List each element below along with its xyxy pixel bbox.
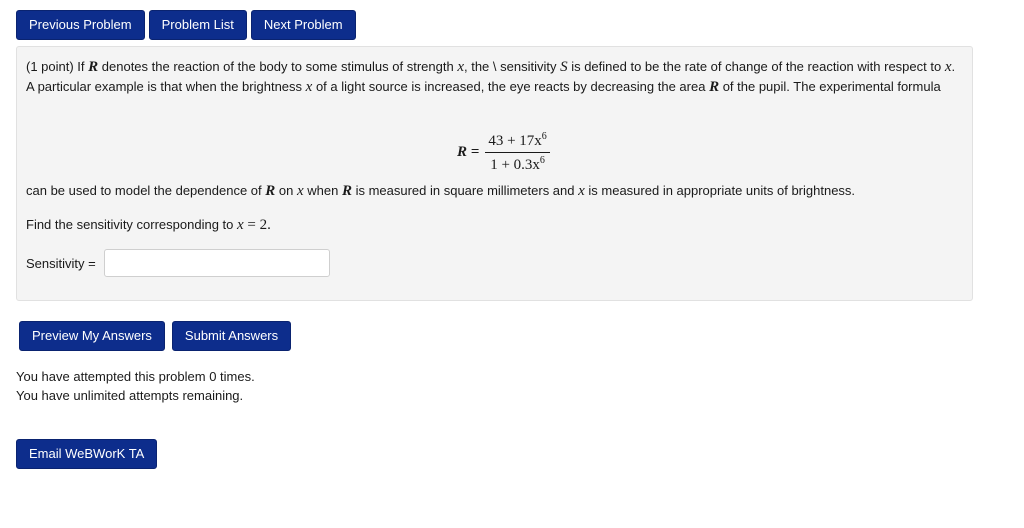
- model-description: can be used to model the dependence of R on x when R is measured in square millimeters and x is measured in appropriate units of brightness.: [26, 183, 856, 199]
- reaction-formula: [457, 131, 550, 174]
- problem-panel: [16, 46, 973, 301]
- previous-problem-button[interactable]: Previous Problem: [16, 10, 145, 40]
- email-ta-button[interactable]: Email WeBWorK TA: [16, 439, 157, 469]
- variable-s: S: [560, 59, 568, 75]
- attempts-count: You have attempted this problem 0 times.: [16, 369, 255, 384]
- preview-answers-button[interactable]: Preview My Answers: [19, 321, 165, 351]
- variable-x: x: [944, 59, 952, 75]
- problem-statement: (1 point) If R denotes the reaction of the body to some stimulus of strength x, the \ sensitivity S is defined to be the rate of change of the reaction with respect to x. A particular example is that when the brightness x of a light source is increased, the eye reacts by decreasing the area R of the pupil. The experimental formula: [26, 59, 956, 95]
- attempts-info: [16, 367, 255, 405]
- problem-navigation: [16, 10, 356, 40]
- email-ta-container: [16, 439, 157, 469]
- variable-x: x: [457, 59, 464, 75]
- formula-denominator: $1 + 0.3x^6$: [490, 155, 545, 173]
- variable-r: R: [88, 59, 99, 75]
- sensitivity-input[interactable]: [104, 249, 330, 277]
- sensitivity-label: Sensitivity =: [26, 255, 96, 271]
- answer-row: [26, 249, 330, 277]
- formula-fraction: [485, 131, 549, 174]
- answer-actions: [19, 321, 291, 351]
- submit-answers-button[interactable]: Submit Answers: [172, 321, 291, 351]
- question-text: Find the sensitivity corresponding to x = 2.: [26, 217, 271, 233]
- attempts-remaining: You have unlimited attempts remaining.: [16, 388, 244, 403]
- problem-list-button[interactable]: Problem List: [149, 10, 247, 40]
- formula-numerator: $43 + 17x^6$: [485, 131, 549, 153]
- next-problem-button[interactable]: Next Problem: [251, 10, 356, 40]
- formula-lhs: R =: [457, 144, 480, 160]
- variable-r: R: [709, 79, 720, 95]
- variable-x: x: [305, 79, 313, 95]
